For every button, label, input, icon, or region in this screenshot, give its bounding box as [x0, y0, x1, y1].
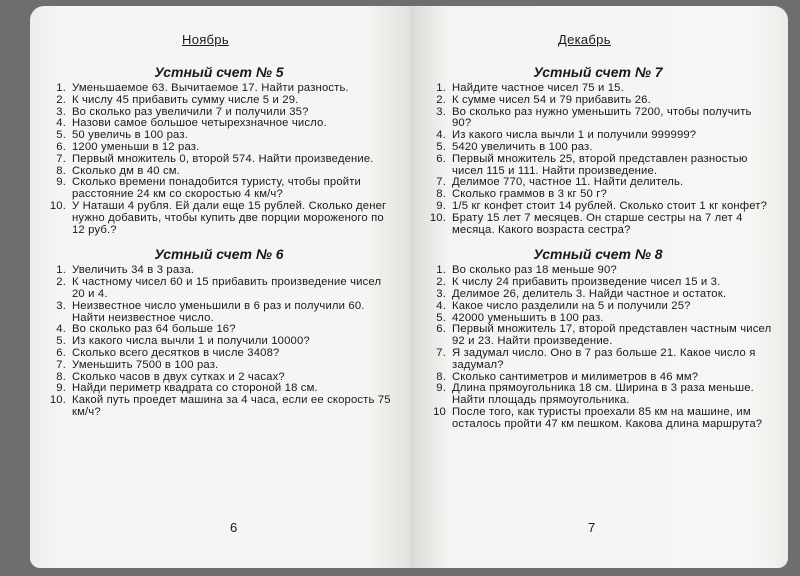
exercise-number: 5.: [436, 311, 446, 324]
exercise-number: 5.: [56, 335, 66, 348]
exercise-text: У Наташи 4 рубля. Ей дали еще 15 рублей. Сколько денег нужно добавить, чтобы купить две порции мороженого по 12 руб.?: [72, 199, 387, 236]
exercise-number: 1.: [56, 82, 66, 94]
section-title: Устный счет № 6: [154, 246, 284, 263]
exercise-number: 10.: [49, 394, 66, 407]
exercise-item: [44, 201, 394, 236]
exercise-text: Сколько дм в 40 см.: [72, 164, 180, 177]
exercise-item: [44, 142, 394, 154]
exercise-text: К числу 24 прибавить произведение чисел 15 и 3.: [452, 276, 721, 289]
exercise-number: 5.: [56, 129, 66, 142]
exercise-number: 7.: [436, 176, 446, 189]
exercise-text: К числу 45 прибавить сумму числе 5 и 29.: [72, 93, 299, 106]
exercise-number: 3.: [436, 105, 446, 118]
exercise-text: Уменьшаемое 63. Вычитаемое 17. Найти разность.: [72, 82, 349, 94]
right-page-number: 7: [588, 520, 596, 535]
exercise-text: Сколько граммов в 3 кг 50 г?: [452, 188, 607, 201]
exercise-text: Из какого числа вычли 1 и получили 999999?: [452, 129, 697, 142]
exercise-number: 10: [433, 405, 446, 418]
exercise-text: Найдите частное чисел 75 и 15.: [452, 82, 624, 94]
exercise-number: 8.: [56, 164, 66, 177]
exercise-list: [424, 265, 772, 430]
exercise-text: 42000 уменьшить в 100 раз.: [452, 311, 604, 324]
exercise-item: [424, 201, 772, 213]
exercise-item: [44, 301, 394, 325]
exercise-number: 9.: [436, 382, 446, 395]
exercise-item: [424, 407, 772, 431]
exercise-item: [44, 348, 394, 360]
exercise-text: Какой путь проедет машина за 4 часа, если ее скорость 75 км/ч?: [72, 394, 391, 418]
exercise-number: 9.: [436, 199, 446, 212]
exercise-number: 8.: [436, 370, 446, 383]
exercise-text: Во сколько раз нужно уменьшить 7200, чтобы получить 90?: [452, 105, 752, 130]
exercise-item: [424, 301, 772, 313]
exercise-number: 4.: [436, 129, 446, 142]
exercise-text: Из какого числа вычли 1 и получили 10000?: [72, 335, 310, 348]
exercise-text: Сколько сантиметров и милиметров в 46 мм?: [452, 370, 699, 383]
exercise-number: 3.: [436, 287, 446, 300]
exercise-text: Я задумал число. Оно в 7 раз больше 21. Какое число я задумал?: [452, 346, 756, 371]
exercise-text: 50 увеличь в 100 раз.: [72, 129, 188, 142]
exercise-number: 10.: [429, 211, 446, 224]
exercise-number: 6.: [56, 346, 66, 359]
exercise-item: [44, 277, 394, 301]
exercise-item: [424, 289, 772, 301]
exercise-text: Брату 15 лет 7 месяцев. Он старше сестры на 7 лет 4 месяца. Какого возраста сестра?: [452, 211, 743, 236]
exercise-number: 2.: [436, 276, 446, 289]
exercise-text: Неизвестное число уменьшили в 6 раз и получили 60. Найти неизвестное число.: [72, 299, 365, 324]
exercise-item: [424, 324, 772, 348]
exercise-text: Увеличить 34 в 3 раза.: [72, 264, 195, 277]
exercise-number: 5.: [436, 140, 446, 153]
exercise-text: 5420 увеличить в 100 раз.: [452, 140, 593, 153]
exercise-number: 2.: [56, 93, 66, 106]
exercise-item: [44, 154, 394, 166]
right-page-month: Декабрь: [558, 32, 611, 47]
exercise-item: [44, 95, 394, 107]
exercise-item: [44, 360, 394, 372]
exercise-item: [424, 383, 772, 407]
exercise-text: Делимое 26, делитель 3. Найди частное и остаток.: [452, 287, 727, 300]
exercise-text: Сколько всего десятков в числе 3408?: [72, 346, 280, 359]
exercise-number: 6.: [436, 323, 446, 336]
exercise-text: Найди периметр квадрата со стороной 18 см.: [72, 382, 318, 395]
left-page-number: 6: [230, 520, 238, 535]
exercise-text: 1200 уменьши в 12 раз.: [72, 140, 200, 153]
exercise-number: 4.: [436, 299, 446, 312]
exercise-text: Во сколько раз увеличили 7 и получили 35?: [72, 105, 309, 118]
right-page-content: [424, 54, 772, 431]
exercise-number: 3.: [56, 105, 66, 118]
exercise-number: 7.: [56, 358, 66, 371]
exercise-item: [424, 348, 772, 372]
exercise-number: 6.: [56, 140, 66, 153]
exercise-list: [424, 83, 772, 236]
exercise-number: 1.: [436, 82, 446, 94]
exercise-text: Сколько времени понадобится туристу, чтобы пройти расстояние 24 км со скоростью 4 км/ч?: [72, 176, 361, 201]
exercise-number: 9.: [56, 176, 66, 189]
exercise-text: Какое число разделили на 5 и получили 25?: [452, 299, 691, 312]
left-page-month: Ноябрь: [182, 32, 229, 47]
exercise-number: 1.: [436, 264, 446, 277]
exercise-item: [424, 95, 772, 107]
left-page-content: [44, 54, 394, 419]
exercise-list: [44, 83, 394, 236]
section-title: Устный счет № 5: [154, 64, 284, 80]
exercise-number: 1.: [56, 264, 66, 277]
exercise-number: 4.: [56, 117, 66, 130]
exercise-text: Первый множитель 17, второй представлен частным чисел 92 и 23. Найти произведение.: [452, 323, 772, 348]
exercise-text: Уменьшить 7500 в 100 раз.: [72, 358, 219, 371]
exercise-text: Назови самое большое четырехзначное число.: [72, 117, 327, 130]
exercise-number: 4.: [56, 323, 66, 336]
exercise-text: Сколько часов в двух сутках и 2 часах?: [72, 370, 285, 383]
exercise-item: [424, 142, 772, 154]
exercise-number: 2.: [436, 93, 446, 106]
exercise-list: [44, 265, 394, 418]
exercise-number: 8.: [436, 188, 446, 201]
exercise-text: Во сколько раз 64 больше 16?: [72, 323, 236, 336]
exercise-item: [424, 107, 772, 131]
exercise-text: К сумме чисел 54 и 79 прибавить 26.: [452, 93, 651, 106]
exercise-item: [44, 395, 394, 419]
exercise-text: Длина прямоугольника 18 см. Ширина в 3 раза меньше. Найти площадь прямоугольника.: [452, 382, 754, 407]
exercise-text: Первый множитель 0, второй 574. Найти произведение.: [72, 152, 374, 165]
exercise-text: Во сколько раз 18 меньше 90?: [452, 264, 617, 277]
exercise-text: К частному чисел 60 и 15 прибавить произведение чисел 20 и 4.: [72, 276, 382, 300]
exercise-number: 6.: [436, 152, 446, 165]
exercise-item: [44, 177, 394, 201]
right-page: [410, 6, 788, 568]
book-spread: [30, 0, 788, 576]
exercise-number: 10.: [49, 199, 66, 212]
exercise-number: 2.: [56, 276, 66, 289]
exercise-number: 7.: [436, 346, 446, 359]
section-title: Устный счет № 8: [533, 246, 663, 263]
left-page: [30, 6, 410, 568]
exercise-number: 3.: [56, 299, 66, 312]
exercise-item: [424, 154, 772, 178]
exercise-number: 8.: [56, 370, 66, 383]
exercise-text: Делимое 770, частное 11. Найти делитель.: [452, 176, 684, 189]
exercise-text: 1/5 кг конфет стоит 14 рублей. Сколько стоит 1 кг конфет?: [452, 199, 768, 212]
section-title: Устный счет № 7: [533, 64, 663, 80]
exercise-text: После того, как туристы проехали 85 км на машине, им осталось пройти 47 км пешком. Какова длина маршрута?: [452, 405, 763, 430]
exercise-number: 9.: [56, 382, 66, 395]
exercise-item: [424, 213, 772, 237]
exercise-text: Первый множитель 25, второй представлен разностью чисел 115 и 111. Найти произведение.: [452, 152, 748, 177]
exercise-number: 7.: [56, 152, 66, 165]
